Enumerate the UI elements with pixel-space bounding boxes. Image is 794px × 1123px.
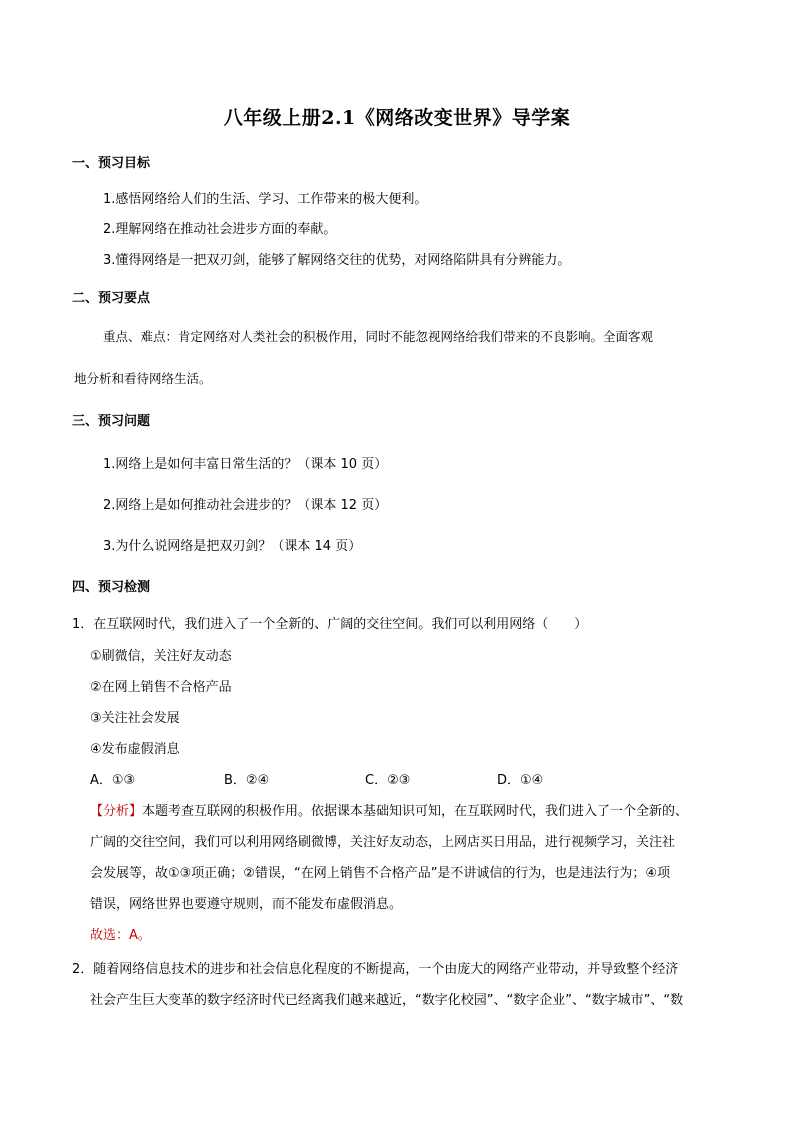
q1-analysis-line: 广阔的交往空间，我们可以利用网络刷微博，关注好友动态，上网店买日用品，进行视频学习，关注社 <box>90 835 676 850</box>
goal-item: 1.感悟网络给人们的生活、学习、工作带来的极大便利。 <box>103 192 428 207</box>
keypoint-line: 地分析和看待网络生活。 <box>74 371 212 386</box>
q2-line: 社会产生巨大变革的数字经济时代已经离我们越来越近，“数字化校园”、“数字企业”、“数字城市”、“数 <box>90 993 684 1008</box>
q1-stem: 1．在互联网时代，我们进入了一个全新的、广阔的交往空间。我们可以利用网络（ ） <box>72 617 588 632</box>
question-item: 1.网络上是如何丰富日常生活的？（课本 10 页） <box>103 457 388 472</box>
q1-choice: ①刷微信，关注好友动态 <box>90 649 232 664</box>
q1-option-b: B．②④ <box>224 773 270 788</box>
q1-option-a: A．①③ <box>90 773 136 788</box>
goal-item: 2.理解网络在推动社会进步方面的奉献。 <box>103 222 337 237</box>
page-title: 八年级上册2.1《网络改变世界》导学案 <box>223 107 571 129</box>
q2-line: 2．随着网络信息技术的进步和社会信息化程度的不断提高，一个由庞大的网络产业带动，并导致整个经济 <box>72 962 679 977</box>
q1-choice: ②在网上销售不合格产品 <box>90 680 232 695</box>
keypoint-line: 重点、难点：肯定网络对人类社会的积极作用，同时不能忽视网络给我们带来的不良影响。全面客观 <box>103 329 654 344</box>
section-heading-check: 四、预习检测 <box>72 580 151 595</box>
analysis-tag: 【分析】 <box>90 804 143 819</box>
q1-analysis-line <box>90 800 688 819</box>
q1-option-c: C．②③ <box>365 773 411 788</box>
section-heading-keypoints: 二、预习要点 <box>72 291 151 306</box>
question-item: 3.为什么说网络是把双刃剑？（课本 14 页） <box>103 539 362 554</box>
q1-analysis-line: 错误，网络世界也要遵守规则，而不能发布虚假消息。 <box>90 897 403 912</box>
q1-choice: ④发布虚假消息 <box>90 742 180 757</box>
question-item: 2.网络上是如何推动社会进步的？（课本 12 页） <box>103 498 388 513</box>
section-heading-goals: 一、预习目标 <box>72 156 151 171</box>
q1-option-d: D．①④ <box>497 773 544 788</box>
analysis-text: 本题考查互联网的积极作用。依据课本基础知识可知，在互联网时代，我们进入了一个全新的、 <box>142 804 689 819</box>
q1-choice: ③关注社会发展 <box>90 711 180 726</box>
section-heading-questions: 三、预习问题 <box>72 414 151 429</box>
goal-item: 3.懂得网络是一把双刃剑，能够了解网络交往的优势，对网络陷阱具有分辨能力。 <box>103 253 571 268</box>
q1-analysis-line: 会发展等，故①③项正确；②错误，“在网上销售不合格产品”是不讲诚信的行为，也是违法行为；④项 <box>90 866 671 881</box>
q1-answer: 故选：A。 <box>90 928 151 943</box>
